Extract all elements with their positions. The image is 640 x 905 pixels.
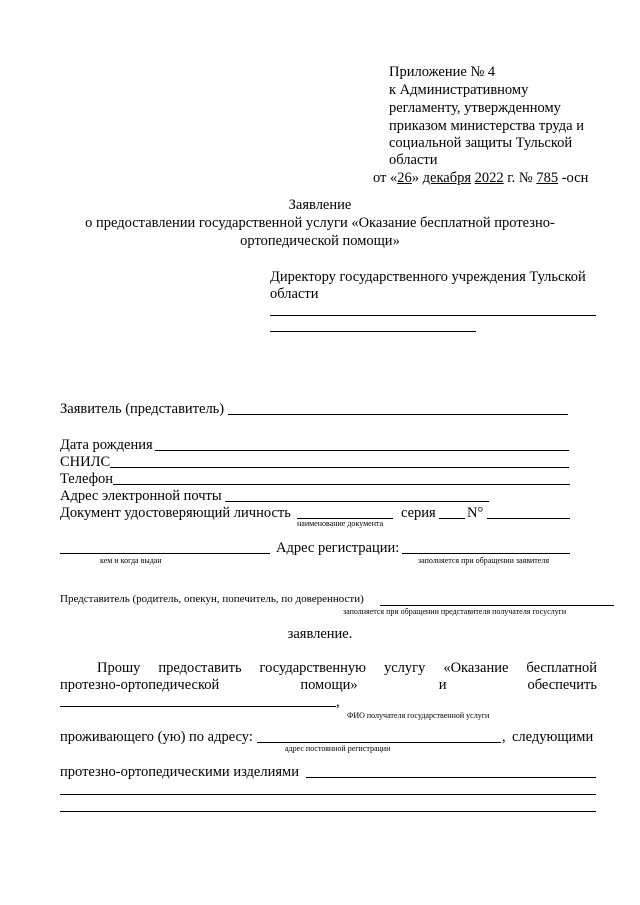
living-comma: , [502, 729, 506, 745]
appendix-day: 26 [397, 170, 412, 186]
heading-subject: о предоставлении государственной услуги «Оказание бесплатной протезно- [85, 215, 555, 231]
addressee-blank-line[interactable] [270, 315, 596, 316]
products-label: протезно-ортопедическими изделиями [60, 764, 299, 780]
registration-caption: заполняется при обращении заявителя [418, 556, 550, 565]
appendix-line: приказом министерства труда и [389, 118, 584, 134]
birth-date-label: Дата рождения [60, 437, 153, 453]
statement-paragraph-line: Прошу предоставить государственную услугу «Оказание бесплатной [97, 660, 597, 676]
appendix-title: Приложение № 4 [389, 64, 496, 80]
products-input-line[interactable] [60, 794, 596, 795]
appendix-year: 2022 [474, 170, 504, 186]
recipient-caption: ФИО получателя государственной услуги [347, 711, 490, 720]
series-label: серия [401, 505, 436, 521]
appendix-line: к Административному [389, 82, 529, 98]
statement-title: заявление. [287, 626, 353, 642]
series-input[interactable] [439, 518, 465, 519]
appendix-line: социальной защиты Тульской [389, 135, 573, 151]
applicant-input[interactable] [228, 414, 568, 415]
issued-by-input[interactable] [60, 553, 270, 554]
heading-title: Заявление [288, 197, 352, 213]
id-document-caption: наименование документа [297, 519, 384, 528]
appendix-line: регламенту, утвержденному [389, 100, 561, 116]
number-input[interactable] [487, 518, 570, 519]
number-label: N° [467, 505, 484, 521]
snils-label: СНИЛС [60, 454, 111, 470]
addressee-blank-line[interactable] [270, 331, 476, 332]
phone-input[interactable] [113, 484, 570, 485]
email-input[interactable] [225, 501, 489, 502]
representative-label: Представитель (родитель, опекун, попечитель, по доверенности) [60, 593, 364, 605]
statement-paragraph-line: протезно-ортопедической помощи» и обеспечить [60, 677, 597, 693]
addressee-line: области [270, 286, 319, 302]
appendix-line: области [389, 152, 438, 168]
id-document-label: Документ удостоверяющий личность [60, 505, 291, 521]
applicant-label: Заявитель (представитель) [60, 401, 225, 417]
registration-label: Адрес регистрации: [276, 540, 400, 556]
appendix-month: декабря [422, 170, 472, 186]
email-label: Адрес электронной почты [60, 488, 222, 504]
products-input-line[interactable] [60, 811, 596, 812]
snils-input[interactable] [110, 467, 569, 468]
living-at-label: проживающего (ую) по адресу: [60, 729, 253, 745]
representative-caption: заполняется при обращении представителя получателя госуслуги [343, 607, 567, 616]
appendix-number: 785 [536, 170, 559, 186]
addressee-line: Директору государственного учреждения Тульской [270, 269, 586, 285]
phone-label: Телефон [60, 471, 113, 487]
living-address-input[interactable] [257, 742, 501, 743]
birth-date-input[interactable] [155, 450, 569, 451]
recipient-comma: , [336, 694, 340, 710]
recipient-name-input[interactable] [60, 706, 336, 707]
representative-input[interactable] [380, 605, 614, 606]
following-label: следующими [512, 729, 594, 745]
heading-subject-cont: ортопедической помощи» [240, 233, 400, 249]
products-input[interactable] [306, 777, 596, 778]
appendix-date: от «26» декабря 2022 г. № 785 -осн [373, 170, 589, 186]
registration-input[interactable] [402, 553, 570, 554]
issued-by-caption: кем и когда выдан [100, 556, 162, 565]
living-address-caption: адрес постоянной регистрации [285, 744, 391, 753]
